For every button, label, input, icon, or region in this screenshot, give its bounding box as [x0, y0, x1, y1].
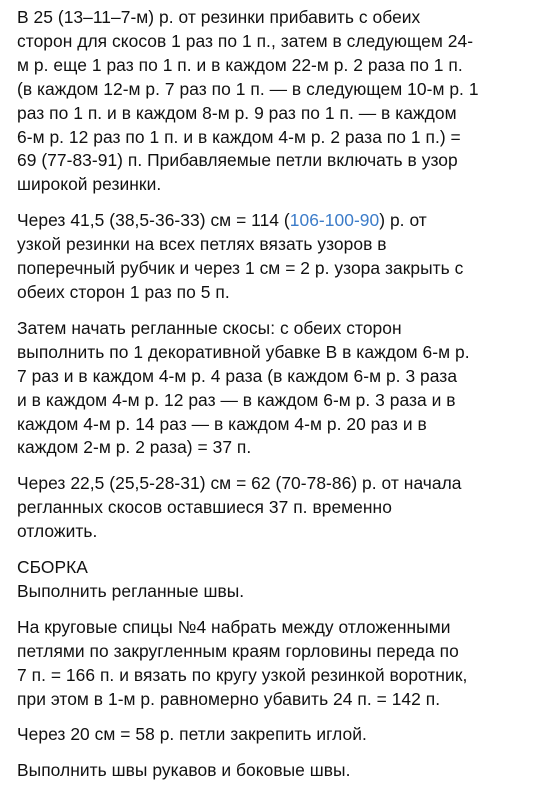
text-segment: ) р. от [379, 210, 427, 231]
text-line: Затем начать регланные скосы: с обеих сторон [17, 317, 402, 338]
text-line: 6-м р. 12 раз по 1 п. и в каждом 4-м р. 2 раза по 1 п.) = [17, 126, 461, 147]
text-line [17, 209, 523, 233]
text-line: широкой резинки. [17, 174, 162, 195]
text-line: каждом 4-м р. 14 раз — в каждом 4-м р. 20 раз и в [17, 413, 427, 434]
number-link[interactable]: 106-100-90 [289, 210, 380, 231]
paragraph-collar [17, 616, 523, 712]
text-line: (в каждом 12-м р. 7 раз по 1 п. — в следующем 10-м р. 1 [17, 78, 479, 99]
text-line: и в каждом 4-м р. 12 раз — в каждом 6-м р. 3 раза и в [17, 389, 456, 410]
text-line: петлями по закругленным краям горловины переда по [17, 640, 459, 661]
text-line: регланных скосов оставшиеся 37 п. временно [17, 497, 392, 518]
text-line: поперечный рубчик и через 1 см = 2 р. узора закрыть с [17, 258, 464, 279]
text-line: Через 22,5 (25,5-28-31) см = 62 (70-78-86) р. от начала [17, 473, 462, 494]
text-line: 7 раз и в каждом 4-м р. 4 раза (в каждом 6-м р. 3 раза [17, 365, 458, 386]
text-line: Выполнить регланные швы. [17, 580, 245, 601]
paragraph-assembly [17, 556, 523, 604]
paragraph-raglan [17, 317, 523, 460]
text-line: На круговые спицы №4 набрать между отложенными [17, 616, 451, 637]
text-line: сторон для скосов 1 раз по 1 п., затем в следующем 24- [17, 30, 474, 51]
text-line: Через 20 см = 58 р. петли закрепить иглой. [17, 724, 367, 745]
text-line: Выполнить швы рукавов и боковые швы. [17, 760, 351, 781]
text-line: выполнить по 1 декоративной убавке В в каждом 6-м р. [17, 341, 470, 362]
text-line: 7 п. = 166 п. и вязать по кругу узкой резинкой воротник, [17, 664, 468, 685]
text-line: раз по 1 п. и в каждом 8-м р. 9 раз по 1 п. — в каждом [17, 102, 457, 123]
paragraph-seams [17, 759, 523, 783]
paragraph-increases [17, 6, 523, 197]
text-line: м р. еще 1 раз по 1 п. и в каждом 22-м р. 2 раза по 1 п. [17, 54, 463, 75]
section-heading: СБОРКА [17, 557, 88, 578]
paragraph-rib-pattern [17, 209, 523, 305]
text-line: отложить. [17, 521, 98, 542]
text-line: В 25 (13–11–7-м) р. от резинки прибавить с обеих [17, 7, 421, 27]
paragraph-bind-off [17, 723, 523, 747]
text-line: при этом в 1-м р. равномерно убавить 24 п. = 142 п. [17, 688, 441, 709]
text-line: обеих сторон 1 раз по 5 п. [17, 281, 230, 302]
text-line: узкой резинки на всех петлях вязать узоров в [17, 234, 387, 255]
text-line: каждом 2-м р. 2 раза) = 37 п. [17, 437, 252, 458]
paragraph-set-aside [17, 472, 523, 544]
text-segment: Через 41,5 (38,5-36-33) см = 114 ( [17, 210, 290, 231]
text-line: 69 (77-83-91) п. Прибавляемые петли включать в узор [17, 150, 458, 171]
